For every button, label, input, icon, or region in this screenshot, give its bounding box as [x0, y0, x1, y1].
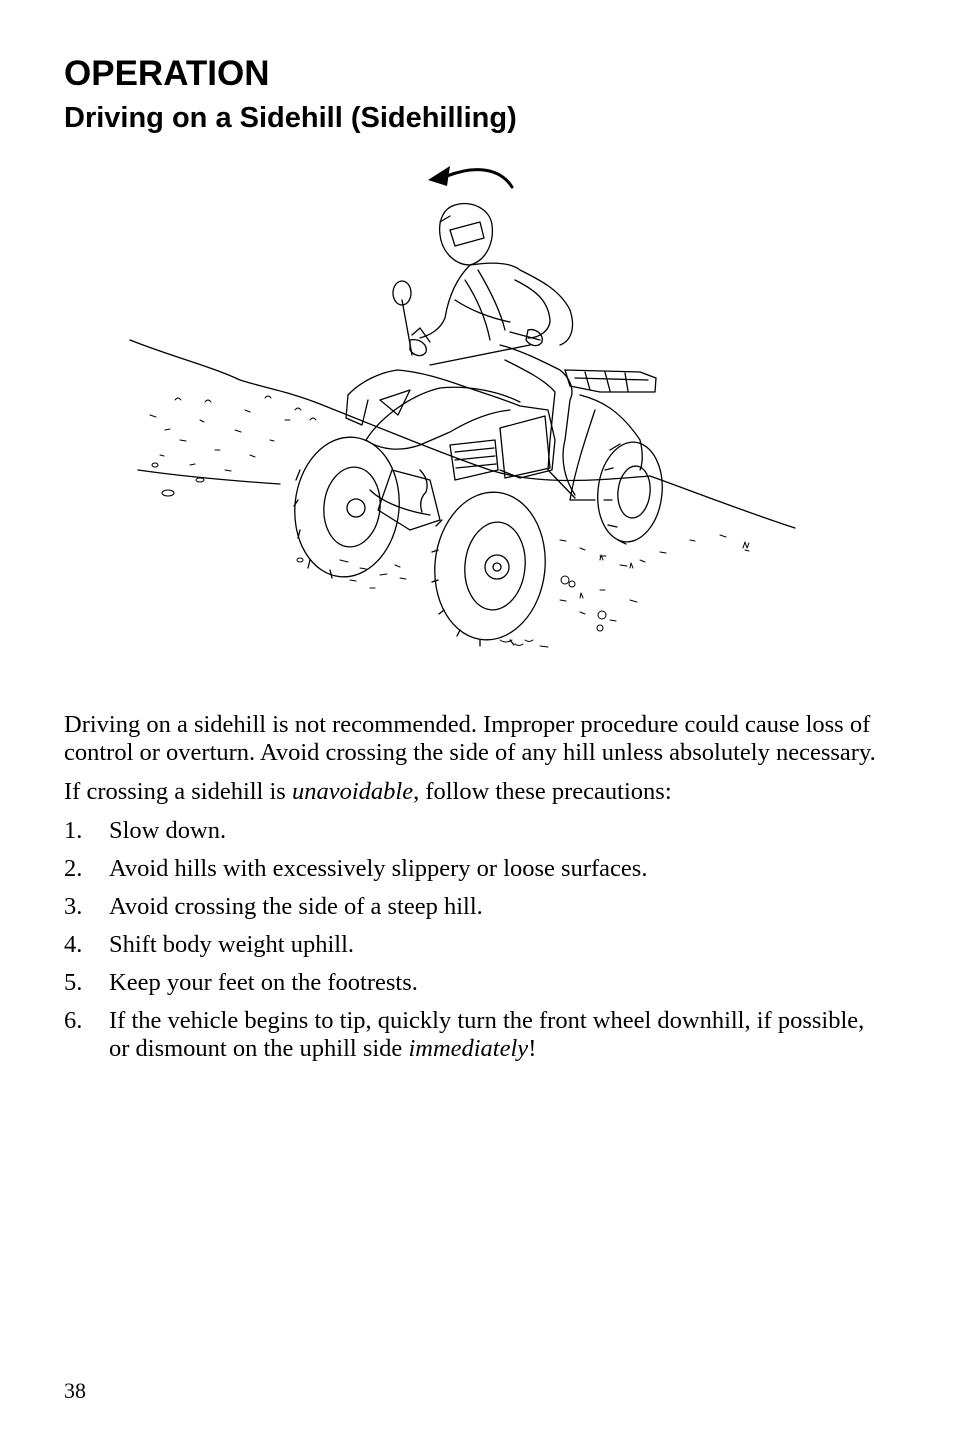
- atv-body: [346, 370, 555, 530]
- list-item-number: 4.: [64, 931, 83, 958]
- list-item-text: Keep your feet on the footrests.: [109, 969, 418, 996]
- atv-sidehill-illustration: [120, 150, 810, 660]
- list-item: [64, 931, 884, 959]
- instruction-text: [64, 711, 884, 1073]
- list-item-text: Avoid crossing the side of a steep hill.: [109, 893, 483, 920]
- page-number: 38: [64, 1378, 86, 1403]
- precautions-intro-before: If crossing a sidehill is: [64, 778, 292, 805]
- list-item-after: !: [528, 1035, 537, 1062]
- list-item-text: Avoid hills with excessively slippery or loose surfaces.: [109, 855, 648, 882]
- list-item: [64, 855, 884, 883]
- precautions-intro-after: , follow these precautions:: [413, 778, 672, 805]
- list-item: [64, 969, 884, 997]
- rear-wheel: [593, 439, 667, 545]
- page-title: Driving on a Sidehill (Sidehilling): [64, 102, 517, 134]
- list-item-number: 6.: [64, 1007, 83, 1034]
- list-item: [64, 817, 884, 845]
- lean-arrow-icon: [428, 166, 512, 187]
- intro-paragraph: Driving on a sidehill is not recommended. Improper procedure could cause loss of control or overturn. Avoid crossing the side of any hill unless absolutely necessary.: [64, 711, 876, 766]
- list-item-number: 2.: [64, 855, 83, 882]
- rider: [410, 204, 575, 498]
- precautions-list: [64, 817, 884, 1063]
- list-item: [64, 1007, 884, 1063]
- list-item-number: 3.: [64, 893, 83, 920]
- list-item-text: If the vehicle begins to tip, quickly turn the front wheel downhill, if possible, or dismount on the uphill side: [109, 1007, 865, 1062]
- list-item-number: 5.: [64, 969, 83, 996]
- precautions-intro: [64, 778, 884, 806]
- list-item-text: Shift body weight uphill.: [109, 931, 354, 958]
- list-item: [64, 893, 884, 921]
- list-item-number: 1.: [64, 817, 83, 844]
- precautions-intro-emphasis: unavoidable: [291, 778, 414, 805]
- list-item-emphasis: immediately: [408, 1035, 529, 1062]
- handlebars: [393, 281, 540, 365]
- front-left-wheel: [288, 432, 406, 582]
- section-title: OPERATION: [64, 54, 270, 93]
- front-right-wheel: [428, 487, 553, 646]
- list-item-text: Slow down.: [109, 817, 227, 844]
